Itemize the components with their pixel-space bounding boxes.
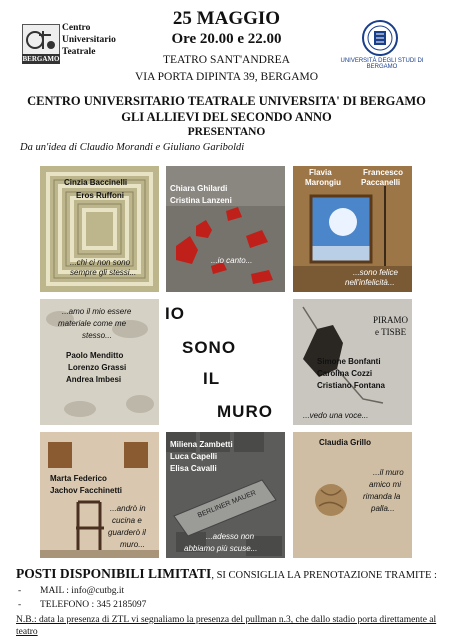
quote-line: amico mi bbox=[369, 480, 402, 489]
title-word: IO bbox=[165, 304, 185, 323]
title-word: IL bbox=[203, 369, 221, 388]
quote-line: ...vedo una voce... bbox=[303, 411, 369, 420]
wall-text: PIRAMO bbox=[373, 315, 409, 325]
photo-tile-berlin-sign bbox=[166, 432, 285, 558]
bullet-dash-icon: - bbox=[18, 586, 22, 596]
org-badge: BERGAMO bbox=[22, 55, 60, 63]
cast-name: Jachov Facchinetti bbox=[50, 486, 123, 495]
quote-line: ...io canto... bbox=[211, 256, 253, 265]
banner-presentano: PRESENTANO bbox=[187, 126, 266, 138]
quote-line: muro... bbox=[120, 540, 145, 549]
quote-line: ...il muro bbox=[373, 468, 404, 477]
quote-line: palla... bbox=[371, 504, 395, 513]
cast-name: Claudia Grillo bbox=[319, 438, 372, 447]
cast-name: Andrea Imbesi bbox=[66, 375, 122, 384]
university-name: UNIVERSITÀ DEGLI STUDI DI BERGAMO bbox=[340, 58, 424, 70]
quote-line: cucina e bbox=[112, 516, 142, 525]
cast-name: Elisa Cavalli bbox=[170, 464, 217, 473]
cast-name: Eros Ruffoni bbox=[76, 191, 124, 200]
contact-phone bbox=[18, 600, 146, 610]
wall-text: e TISBE bbox=[375, 327, 407, 337]
transport-note: N.B.: data la presenza di ZTL vi segnaliamo la presenza del pullman n.3, che dallo stadio porta direttamente al teatro bbox=[16, 615, 437, 637]
photo-tile-red-shoes bbox=[166, 166, 285, 292]
photo-tile-chair bbox=[40, 432, 159, 558]
event-time: Ore 20.00 e 22.00 bbox=[171, 31, 282, 47]
photo-tile-stone-wall bbox=[40, 299, 159, 425]
quote-line: guarderò il bbox=[108, 528, 146, 537]
cast-name: Paolo Menditto bbox=[66, 351, 124, 360]
cast-name: Cristina Lanzeni bbox=[170, 196, 232, 205]
cast-name: Miliena Zambetti bbox=[170, 440, 233, 449]
quote-line: ...amo il mio essere bbox=[62, 307, 132, 316]
quote-line: stesso... bbox=[82, 331, 112, 340]
photo-tile-ball bbox=[293, 432, 412, 558]
cast-name: Cristiano Fontana bbox=[317, 381, 386, 390]
stone-wall-image bbox=[40, 299, 159, 425]
cast-name: Marongiu bbox=[305, 178, 341, 187]
title-word: SONO bbox=[182, 338, 237, 357]
university-seal-icon bbox=[357, 18, 403, 58]
org-line: Teatrale bbox=[62, 47, 96, 57]
cast-name: Lorenzo Grassi bbox=[68, 363, 127, 372]
venue-name: TEATRO SANT'ANDREA bbox=[163, 54, 290, 66]
cast-name: Simone Bonfanti bbox=[317, 357, 381, 366]
availability-notice bbox=[16, 566, 437, 582]
banner-line: CENTRO UNIVERSITARIO TEATRALE UNIVERSITA' DI BERGAMO bbox=[27, 94, 426, 108]
quote-line: ...chi ci non sono bbox=[70, 258, 131, 267]
cast-name: Luca Capelli bbox=[170, 452, 218, 461]
event-date: 25 MAGGIO bbox=[172, 8, 281, 29]
quote-line: ...adesso non bbox=[206, 532, 255, 541]
quote-line: nell'infelicità... bbox=[345, 278, 395, 287]
sign-text: BERLINER MAUER bbox=[196, 489, 258, 520]
quote-line: ...andrò in bbox=[110, 504, 146, 513]
title-word: MURO bbox=[217, 402, 273, 421]
org-line: Universitario bbox=[62, 35, 116, 45]
cast-name: Francesco bbox=[363, 168, 404, 177]
venue-address: VIA PORTA DIPINTA 39, BERGAMO bbox=[134, 71, 319, 83]
bullet-dash-icon: - bbox=[18, 600, 22, 610]
quote-line: sempre gli stessi... bbox=[70, 268, 137, 277]
cast-name: Cinzia Baccinelli bbox=[64, 178, 128, 187]
quote-line: rimanda la bbox=[363, 492, 401, 501]
org-line: Centro bbox=[62, 23, 91, 33]
availability-bold: POSTI DISPONIBILI LIMITATI bbox=[16, 566, 212, 581]
idea-credit: Da un'idea di Claudio Morandi e Giuliano Gariboldi bbox=[20, 142, 245, 153]
banner-line: GLI ALLIEVI DEL SECONDO ANNO bbox=[121, 110, 332, 124]
availability-rest: , SI CONSIGLIA LA PRENOTAZIONE TRAMITE : bbox=[211, 570, 437, 581]
mail-text[interactable]: MAIL : info@cutbg.it bbox=[40, 586, 125, 596]
cast-name: Chiara Ghilardi bbox=[170, 184, 228, 193]
quote-line: ...sono felice bbox=[353, 268, 398, 277]
contact-mail bbox=[18, 586, 124, 596]
quote-line: abbiamo più scuse... bbox=[184, 544, 258, 553]
cast-name: Carolina Cozzi bbox=[317, 369, 373, 378]
cast-name: Marta Federico bbox=[50, 474, 107, 483]
cast-name: Paccanelli bbox=[361, 178, 401, 187]
photo-tile-labyrinth bbox=[40, 166, 159, 292]
photo-tile-window bbox=[293, 166, 412, 292]
cast-name: Flavia bbox=[309, 168, 332, 177]
photo-tile-cracked-wall bbox=[293, 299, 412, 425]
quote-line: materiale come me bbox=[58, 319, 127, 328]
phone-text[interactable]: TELEFONO : 345 2185097 bbox=[40, 600, 147, 610]
